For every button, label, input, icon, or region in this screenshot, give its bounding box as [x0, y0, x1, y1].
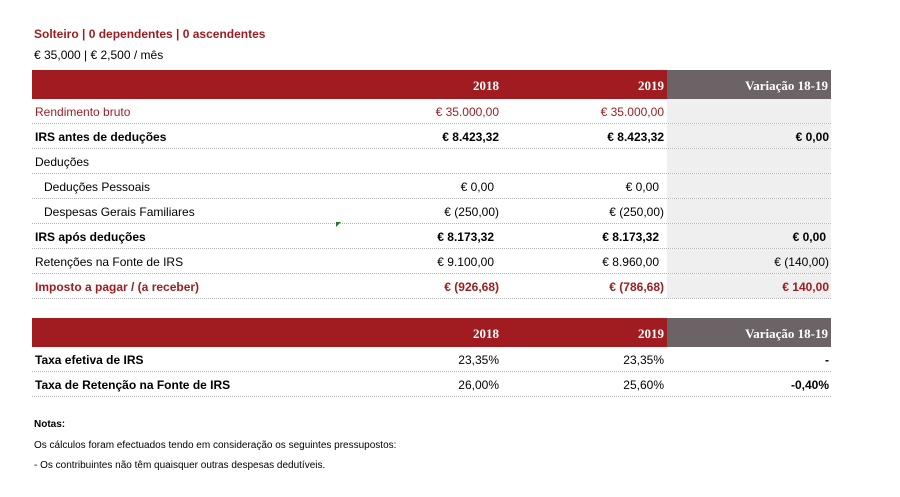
row-label: IRS após deduções [35, 230, 146, 244]
table-row [32, 372, 831, 397]
cell-variation: € 0,00 [795, 130, 829, 144]
cell-variation [667, 174, 831, 198]
cell-variation: € 140,00 [782, 280, 829, 294]
cell-2018: € (250,00) [444, 205, 499, 219]
row-label: Taxa efetiva de IRS [35, 353, 144, 367]
cell-2019: 25,60% [623, 378, 664, 392]
notes-line: Os cálculos foram efectuados tendo em consideração os seguintes pressupostos: [34, 440, 397, 451]
row-label: Despesas Gerais Familiares [44, 205, 195, 219]
row-label: Retenções na Fonte de IRS [35, 255, 184, 269]
row-label: Taxa de Retenção na Fonte de IRS [35, 378, 231, 392]
table-row [32, 274, 831, 299]
row-label: Rendimento bruto [35, 105, 131, 119]
cell-2018: € 8.423,32 [442, 130, 499, 144]
cell-variation [667, 99, 831, 123]
col-2019: 2019 [638, 78, 664, 93]
cell-2019: € 8.960,00 [602, 255, 659, 269]
cell-2018: € 0,00 [460, 180, 494, 194]
notes-line: - Os contribuintes não têm quaisquer outras despesas dedutíveis. [34, 460, 326, 471]
cell-2019: 23,35% [623, 353, 664, 367]
page-subtitle: € 35,000 | € 2,500 / mês [34, 48, 164, 62]
row-label: IRS antes de deduções [35, 130, 167, 144]
cell-2019: € 8.423,32 [607, 130, 664, 144]
cell-2018: 26,00% [458, 378, 499, 392]
irs-rates-table [32, 318, 831, 397]
table-row [32, 249, 831, 274]
row-label: Imposto a pagar / (a receber) [35, 280, 200, 294]
cell-2018: € 35.000,00 [435, 105, 499, 119]
col-2018: 2018 [473, 326, 499, 341]
cell-2018: € 9.100,00 [437, 255, 494, 269]
page-title: Solteiro | 0 dependentes | 0 ascendentes [34, 27, 266, 41]
cell-2019 [502, 149, 664, 173]
irs-calculation-table [32, 70, 831, 299]
cell-variation: € 0,00 [792, 230, 826, 244]
row-label: Deduções Pessoais [44, 180, 151, 194]
table-row [32, 347, 831, 372]
cell-comment-marker [336, 222, 341, 227]
cell-2019: € 0,00 [625, 180, 659, 194]
row-label: Deduções [35, 155, 90, 169]
table-header [32, 318, 831, 347]
table-row [32, 199, 831, 224]
cell-2019: € 35.000,00 [600, 105, 664, 119]
table-row [32, 99, 831, 124]
table-row [32, 149, 831, 174]
table-row [32, 174, 831, 199]
table-header [32, 70, 831, 99]
col-variation: Variação 18-19 [745, 326, 828, 341]
table-row [32, 224, 831, 249]
cell-2019: € (786,68) [609, 280, 664, 294]
cell-variation: -0,40% [790, 378, 829, 392]
col-2018: 2018 [473, 78, 499, 93]
cell-2018: € 8.173,32 [437, 230, 494, 244]
col-2019: 2019 [638, 326, 664, 341]
cell-variation [667, 199, 831, 223]
cell-2019: € 8.173,32 [602, 230, 659, 244]
cell-2018: 23,35% [458, 353, 499, 367]
col-variation: Variação 18-19 [745, 78, 828, 93]
table-row [32, 124, 831, 149]
cell-2018: € (926,68) [444, 280, 499, 294]
cell-2019: € (250,00) [609, 205, 664, 219]
cell-2018 [332, 149, 499, 173]
notes-heading: Notas: [34, 419, 66, 430]
cell-variation [667, 149, 831, 173]
cell-variation: € (140,00) [774, 255, 829, 269]
cell-variation: - [825, 353, 829, 367]
